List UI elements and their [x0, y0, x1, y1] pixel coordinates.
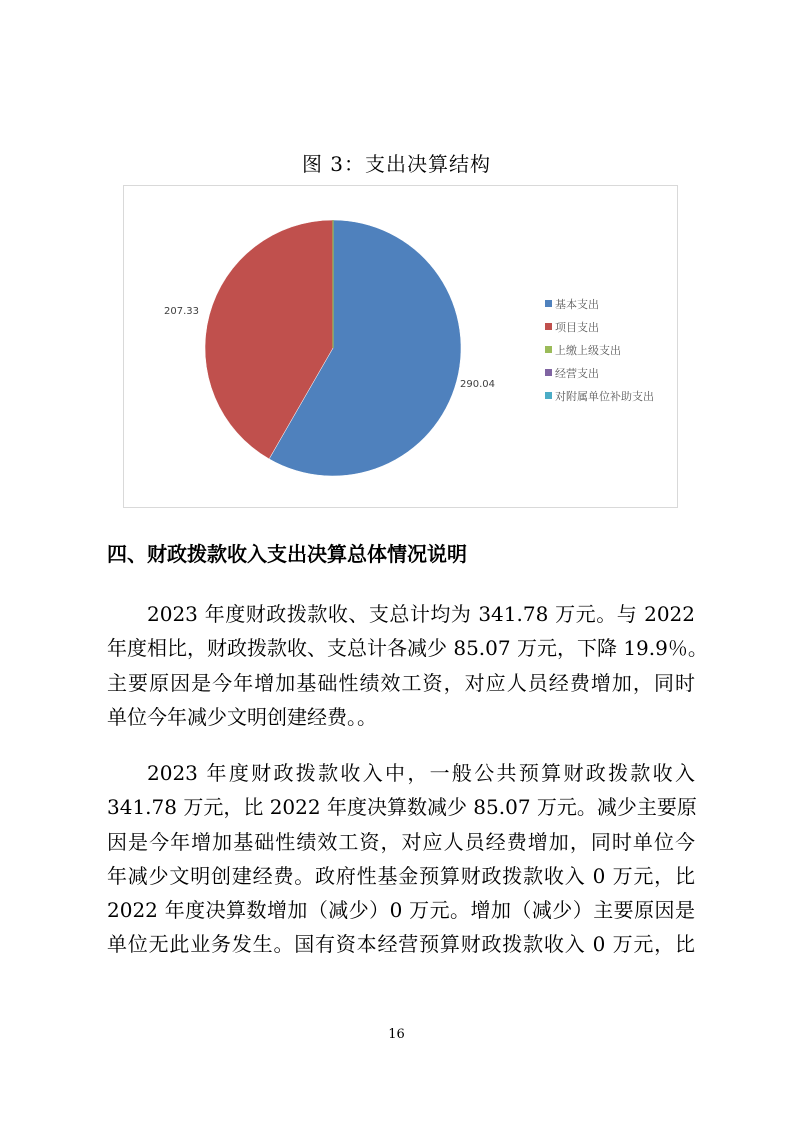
- section-heading: 四、财政拨款收入支出决算总体情况说明: [107, 542, 467, 566]
- legend-swatch: [545, 392, 552, 399]
- paragraph-2: [107, 756, 695, 962]
- legend-swatch: [545, 323, 552, 330]
- paragraph-line: 年度相比，财政拨款收、支总计各减少 85.07 万元，下降 19.9％。: [107, 636, 708, 661]
- chart-legend: [545, 292, 654, 407]
- legend-label: 对附属单位补助支出: [555, 389, 654, 403]
- legend-item: [545, 361, 654, 384]
- pie-chart: [123, 185, 678, 508]
- paragraph-1: [107, 597, 708, 734]
- data-label-basic-expense: 290.04: [460, 379, 495, 390]
- legend-label: 基本支出: [555, 297, 599, 311]
- paragraph-line: 341.78 万元，比 2022 年度决算数减少 85.07 万元。减少主要原: [107, 795, 697, 820]
- legend-label: 经营支出: [555, 366, 599, 380]
- legend-swatch: [545, 300, 552, 307]
- paragraph-line: 2023 年度财政拨款收入中，一般公共预算财政拨款收入: [147, 761, 695, 785]
- paragraph-line: 2023 年度财政拨款收、支总计均为 341.78 万元。与 2022: [147, 602, 695, 626]
- page-number: 16: [388, 1027, 405, 1042]
- legend-item: [545, 384, 654, 407]
- paragraph-line: 因是今年增加基础性绩效工资，对应人员经费增加，同时单位今: [107, 829, 695, 854]
- paragraph-line: 单位无此业务发生。国有资本经营预算财政拨款收入 0 万元，比: [107, 932, 695, 957]
- figure-title: 图 3：支出决算结构: [301, 152, 492, 176]
- legend-item: [545, 315, 654, 338]
- legend-label: 上缴上级支出: [555, 343, 621, 357]
- legend-swatch: [545, 369, 552, 376]
- paragraph-line: 单位今年减少文明创建经费。。: [107, 704, 377, 729]
- paragraph-line: 2022 年度决算数增加（减少）0 万元。增加（减少）主要原因是: [107, 898, 695, 923]
- legend-swatch: [545, 346, 552, 353]
- legend-item: [545, 338, 654, 361]
- paragraph-line: 年减少文明创建经费。政府性基金预算财政拨款收入 0 万元，比: [107, 863, 695, 888]
- legend-item: [545, 292, 654, 315]
- paragraph-line: 主要原因是今年增加基础性绩效工资，对应人员经费增加，同时: [107, 670, 695, 695]
- legend-label: 项目支出: [555, 320, 599, 334]
- data-label-project-expense: 207.33: [164, 306, 199, 317]
